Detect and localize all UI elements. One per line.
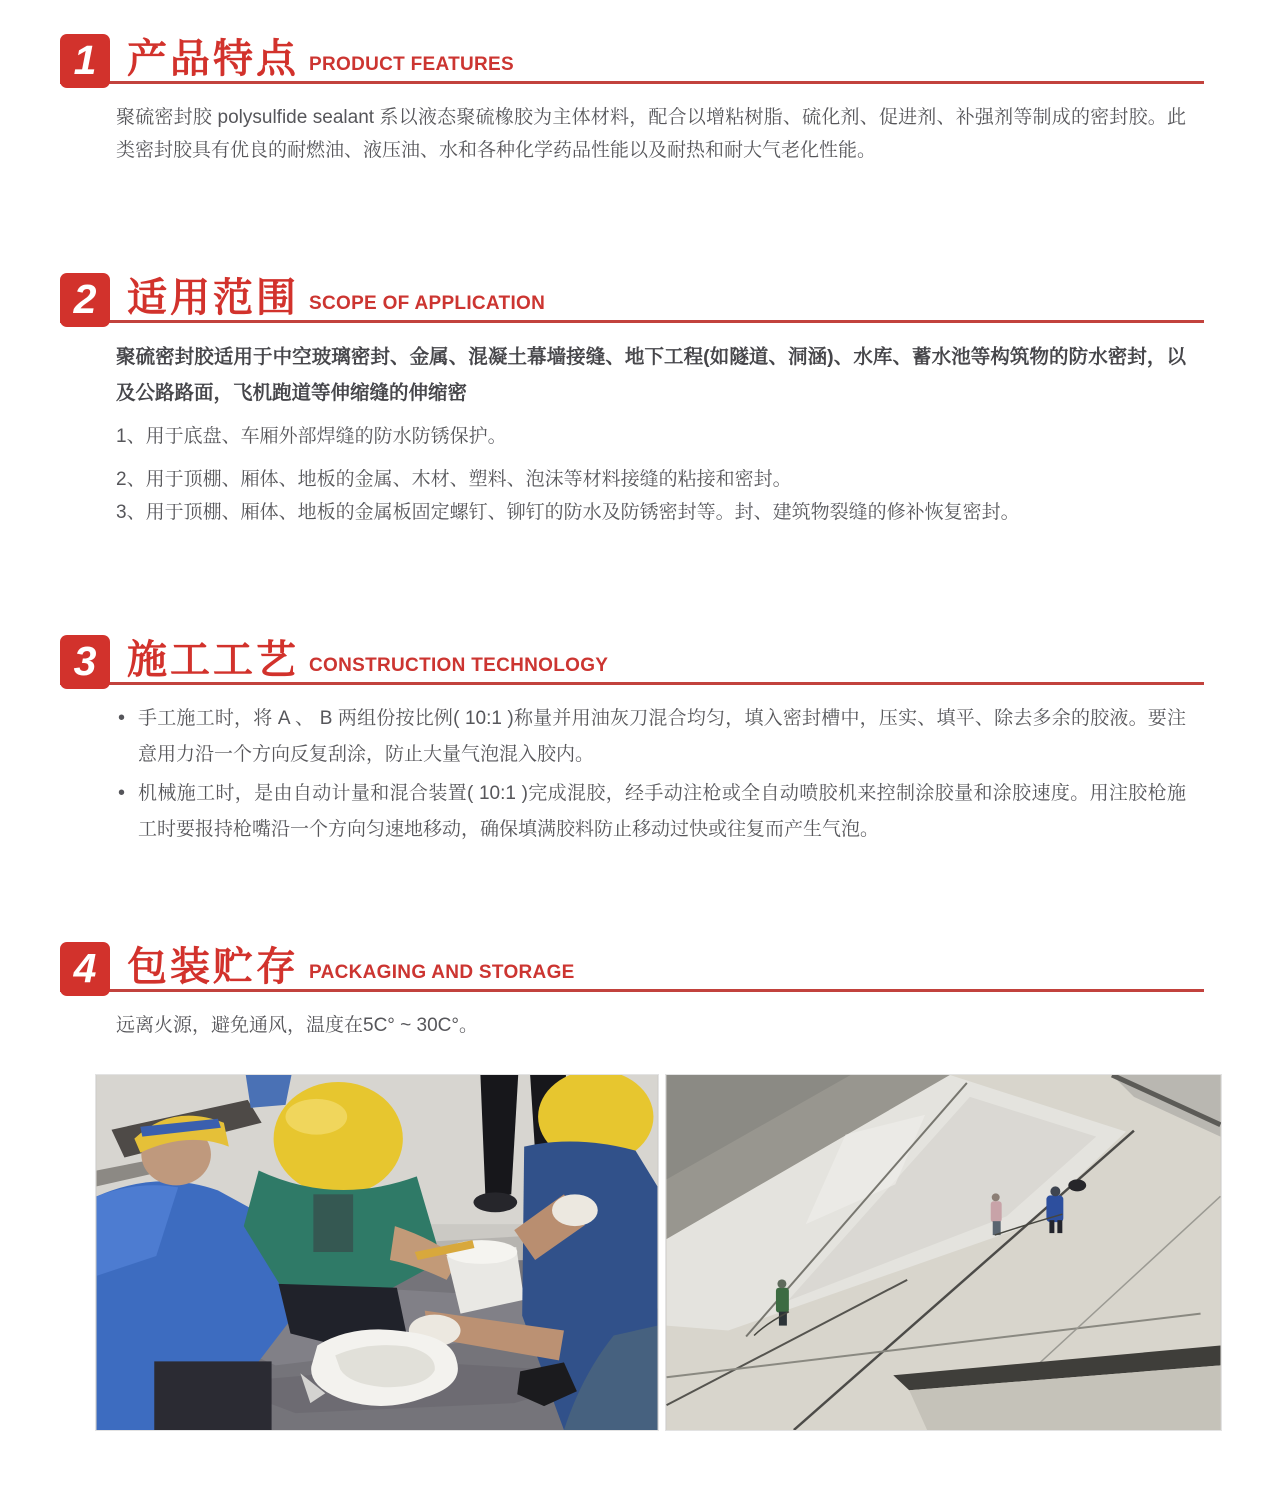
- list-item: 2、用于顶棚、厢体、地板的金属、木材、塑料、泡沫等材料接缝的粘接和密封。: [116, 469, 792, 490]
- section-2-header: [60, 273, 1204, 323]
- section-3-header: [60, 635, 1204, 685]
- section-title-en: SCOPE OF APPLICATION: [309, 293, 546, 314]
- section-title-en: CONSTRUCTION TECHNOLOGY: [309, 655, 609, 676]
- section-title-zh: 产品特点: [127, 37, 299, 81]
- section-number-badge: 1: [60, 34, 110, 88]
- section-title-zh: 包装贮存: [127, 945, 299, 989]
- photo-row: [95, 1074, 1222, 1431]
- section-1-header: [60, 34, 1204, 84]
- photo-concrete-slope-workers: [665, 1074, 1222, 1431]
- section-title-zh: 适用范围: [127, 276, 299, 320]
- section-construction-technology: [0, 635, 1280, 848]
- storage-paragraph: 远离火源，避免通风，温度在5C° ~ 30C°。: [116, 1015, 478, 1036]
- section-packaging-and-storage: [0, 942, 1280, 1042]
- section-number-badge: 2: [60, 273, 110, 327]
- section-title-en: PRODUCT FEATURES: [309, 54, 515, 75]
- product-features-paragraph: 聚硫密封胶 polysulfide sealant 系以液态聚硫橡胶为主体材料，配合以增粘树脂、硫化剂、促进剂、补强剂等制成的密封胶。此类密封胶具有优良的耐燃油、液压油、水和各种化学药品性能以及耐热和耐大气老化性能。: [116, 107, 1186, 161]
- bullet-item: • 机械施工时，是由自动计量和混合装置( 10:1 )完成混胶，经手动注枪或全自动喷胶机来控制涂胶量和涂胶速度。用注胶枪施工时要报持枪嘴沿一个方向匀速地移动，确保填满胶料防止移动过快或往复而产生气泡。: [116, 776, 1186, 848]
- section-4-header: [60, 942, 1204, 992]
- list-item: 3、用于顶棚、厢体、地板的金属板固定螺钉、铆钉的防水及防锈密封等。封、建筑物裂缝的修补恢复密封。: [116, 502, 1020, 523]
- photo-workers-mixing-sealant: [95, 1074, 659, 1431]
- section-scope-of-application: [0, 273, 1280, 529]
- section-title-zh: 施工工艺: [127, 638, 299, 682]
- scope-lead-paragraph: 聚硫密封胶适用于中空玻璃密封、金属、混凝土幕墙接缝、地下工程(如隧道、洞涵)、水库、蓄水池等构筑物的防水密封，以及公路路面，飞机跑道等伸缩缝的伸缩密: [116, 346, 1186, 404]
- section-product-features: [0, 34, 1280, 167]
- construction-bullet-list: [116, 701, 1186, 848]
- bullet-item: • 手工施工时，将 A 、 B 两组份按比例( 10:1 )称量并用油灰刀混合均匀，填入密封槽中，压实、填平、除去多余的胶液。要注意用力沿一个方向反复刮涂，防止大量气泡混入胶内。: [116, 701, 1186, 773]
- list-item: 1、用于底盘、车厢外部焊缝的防水防锈保护。: [116, 426, 507, 447]
- scope-numbered-list: [116, 421, 1186, 529]
- section-number-badge: 4: [60, 942, 110, 996]
- section-number-badge: 3: [60, 635, 110, 689]
- section-title-en: PACKAGING AND STORAGE: [309, 962, 575, 983]
